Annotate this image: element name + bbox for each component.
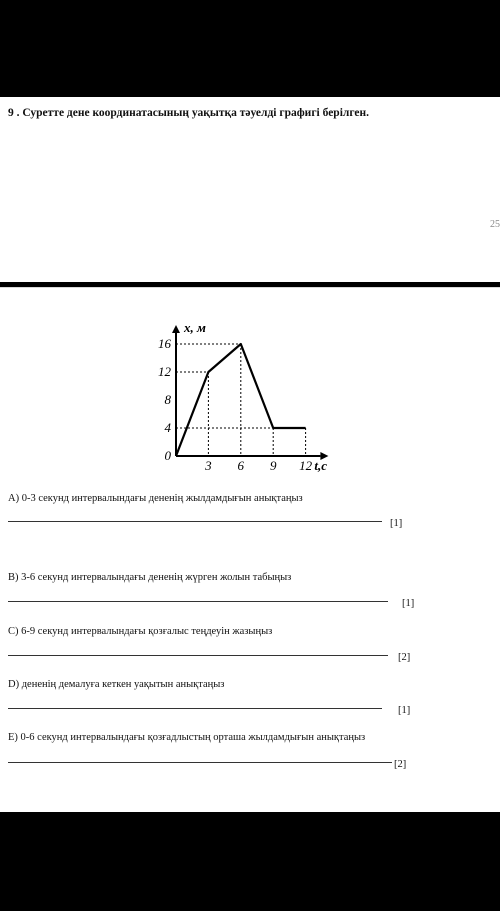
score-e: [2] bbox=[394, 759, 407, 770]
score-a: [1] bbox=[390, 518, 403, 529]
score-b: [1] bbox=[402, 598, 415, 609]
x-tick-label: 12 bbox=[299, 458, 313, 473]
y-tick-label: 16 bbox=[158, 336, 171, 351]
answer-line-b[interactable] bbox=[8, 601, 388, 602]
worksheet-bottom bbox=[0, 287, 500, 812]
question-c: C) 6-9 секунд интервалындағы қозғалыс теңдеуін жазыңыз bbox=[8, 626, 273, 637]
answer-line-d[interactable] bbox=[8, 708, 382, 709]
x-tick-label: 6 bbox=[237, 458, 245, 473]
problem-title: 9 . Суретте дене координатасының уақытқа тәуелді графигі берілген. bbox=[8, 107, 370, 119]
answer-line-e[interactable] bbox=[8, 762, 392, 763]
y-axis-label: x, м bbox=[184, 320, 206, 335]
question-a: A) 0-3 секунд интервалындағы дененің жылдамдығын анықтаңыз bbox=[8, 493, 303, 504]
score-d: [1] bbox=[398, 705, 411, 716]
y-axis-arrow bbox=[172, 325, 180, 333]
origin-label: 0 bbox=[164, 448, 171, 463]
answer-line-a[interactable] bbox=[8, 521, 382, 522]
x-tick-label: 3 bbox=[205, 458, 212, 473]
y-tick-label: 12 bbox=[158, 364, 171, 379]
x-tick-label: 9 bbox=[269, 458, 277, 473]
y-tick-label: 8 bbox=[164, 392, 171, 407]
question-e: E) 0-6 секунд интервалындағы қозғадлыстың орташа жылдамдығын анықтаңыз bbox=[8, 732, 366, 743]
score-c: [2] bbox=[398, 652, 411, 663]
answer-line-c[interactable] bbox=[8, 655, 388, 656]
question-d: D) дененің демалуға кеткен уақытын анықтаңыз bbox=[8, 679, 225, 690]
x-axis-label: t,c bbox=[314, 458, 328, 473]
question-b: B) 3-6 секунд интервалындағы дененің жүрген жолын табыңыз bbox=[8, 572, 292, 583]
worksheet-top bbox=[0, 97, 500, 282]
position-time-graph bbox=[150, 316, 350, 476]
y-tick-label: 4 bbox=[164, 420, 171, 435]
page-number: 25 bbox=[490, 219, 500, 230]
